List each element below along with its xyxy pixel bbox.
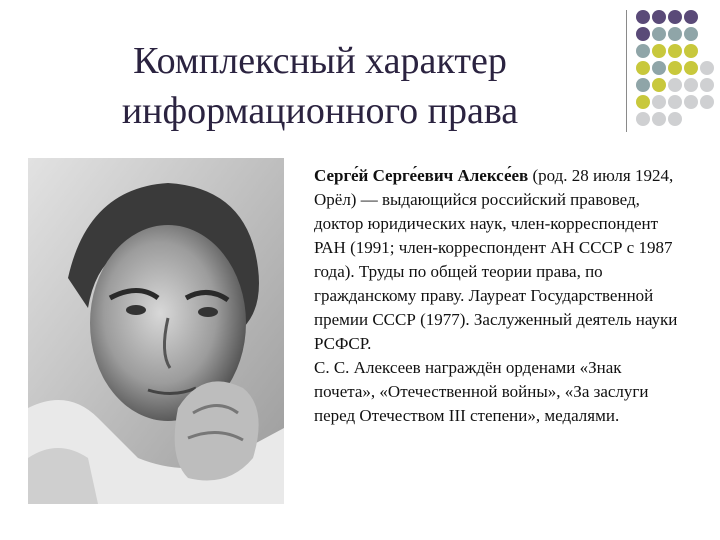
biography-details: (род. 28 июля 1924, Орёл) — выдающийся российский правовед, доктор юридических наук, член-корреспондент РАН (1991; член-корреспондент АН СССР с 1987 года). Труды по общей теории права, по гражданскому праву. Лауреат Государственной премии СССР (1977). Заслуженный деятель науки РСФСР.	[314, 166, 678, 353]
decorative-dot	[652, 112, 666, 126]
decorative-dot	[684, 44, 698, 58]
decorative-dot	[652, 10, 666, 24]
decorative-dot	[652, 44, 666, 58]
decorative-dot	[684, 78, 698, 92]
decorative-dot	[668, 27, 682, 41]
decorative-dot	[636, 95, 650, 109]
decorative-dot	[668, 112, 682, 126]
decorative-dot	[636, 44, 650, 58]
decorative-dot	[668, 44, 682, 58]
decorative-dot	[636, 112, 650, 126]
biography-paragraph-2: С. С. Алексеев награждён орденами «Знак почета», «Отечественной войны», «За заслуги перед Отечеством III степени», медалями.	[314, 358, 649, 425]
decorative-dot	[700, 95, 714, 109]
decorative-dot	[668, 95, 682, 109]
decorative-dot	[700, 78, 714, 92]
decorative-dot	[652, 78, 666, 92]
biography-paragraph-1	[314, 164, 686, 356]
decorative-dot	[684, 27, 698, 41]
decorative-dot	[636, 10, 650, 24]
vertical-divider	[626, 10, 627, 132]
person-name: Серге́й Серге́евич Алексе́ев	[314, 166, 529, 185]
title-line-1: Комплексный характер	[133, 40, 507, 82]
decorative-dot	[668, 61, 682, 75]
decorative-dot	[684, 95, 698, 109]
decorative-dot	[684, 10, 698, 24]
decorative-dot	[652, 95, 666, 109]
decorative-dot	[652, 27, 666, 41]
decorative-dot	[636, 78, 650, 92]
decorative-dot-grid	[636, 10, 716, 136]
decorative-dot	[668, 10, 682, 24]
decorative-dot	[636, 27, 650, 41]
biography-text	[314, 164, 686, 428]
slide-title	[40, 36, 600, 136]
title-line-2: информационного права	[121, 90, 519, 132]
decorative-dot	[684, 61, 698, 75]
decorative-dot	[700, 61, 714, 75]
decorative-dot	[636, 61, 650, 75]
portrait-photo	[28, 158, 284, 504]
decorative-dot	[652, 61, 666, 75]
decorative-dot	[668, 78, 682, 92]
